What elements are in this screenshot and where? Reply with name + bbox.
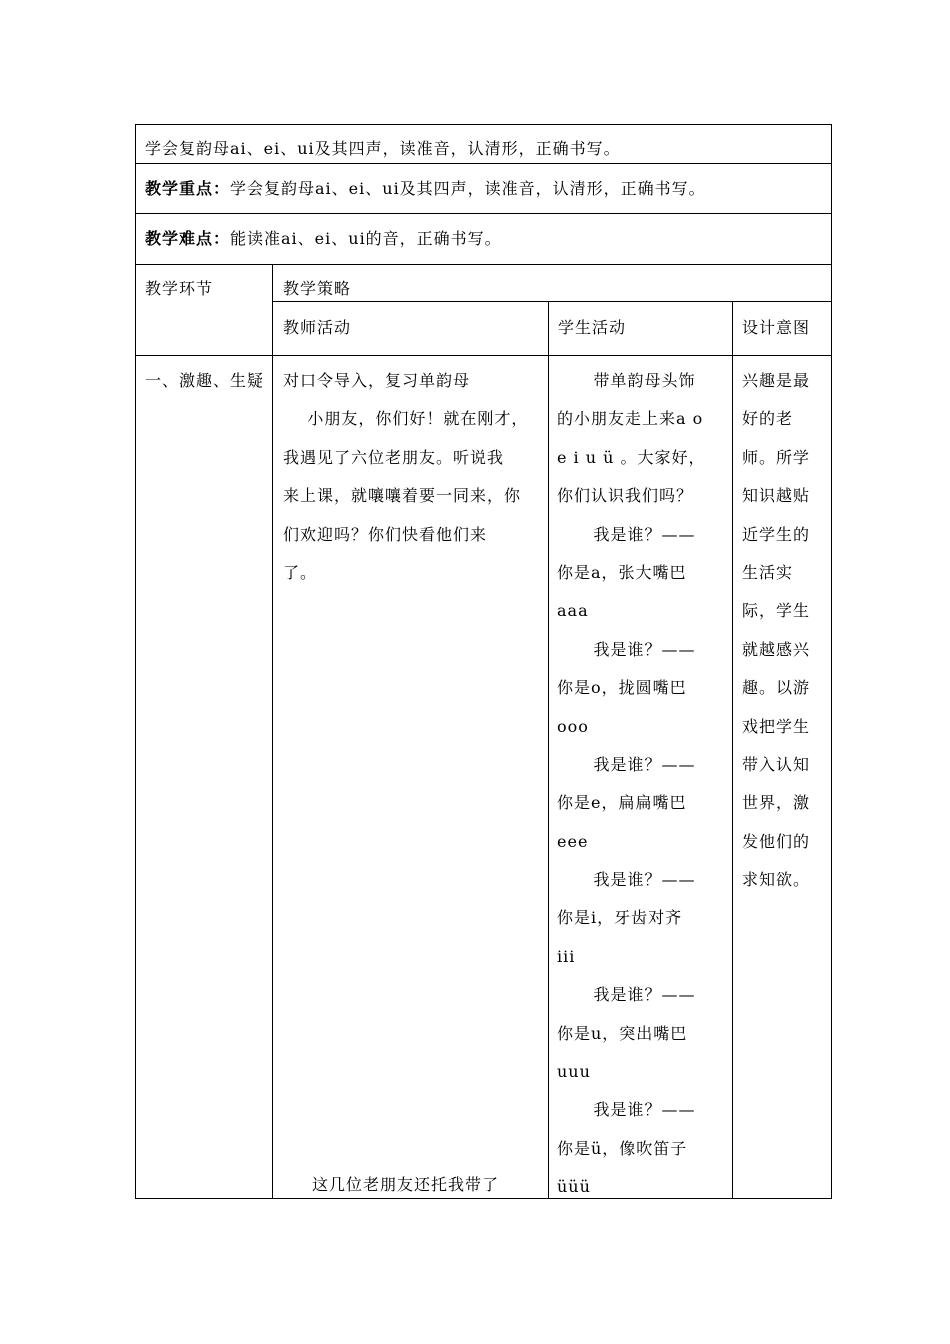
design-intent-line: 际，学生 xyxy=(742,601,811,621)
student-activity-line: 我是谁？—— xyxy=(557,754,696,774)
key-point-text: 学会复韵母ai、ei、ui及其四声，读准音，认清形，正确书写。 xyxy=(230,179,706,198)
student-activity-line: 我是谁？—— xyxy=(557,524,696,544)
header-strategy: 教学策略 xyxy=(283,279,352,298)
student-activity-line: 我是谁？—— xyxy=(557,985,696,1005)
student-activity-line: 你是a，张大嘴巴 xyxy=(557,562,687,582)
teacher-activity-line: 来上课，就嚷嚷着要一同来，你 xyxy=(283,486,522,506)
row-divider xyxy=(135,355,832,356)
header-student: 学生活动 xyxy=(558,318,627,337)
teaching-objective: 学会复韵母ai、ei、ui及其四声，读准音，认清形，正确书写。 xyxy=(145,139,621,158)
teacher-activity-line: 我遇见了六位老朋友。听说我 xyxy=(283,447,505,467)
table-top-border xyxy=(135,124,832,125)
row-divider xyxy=(135,213,832,214)
student-activity-line: e i u ü 。大家好， xyxy=(557,447,706,467)
table-left-border xyxy=(135,124,136,1199)
header-intent: 设计意图 xyxy=(742,318,811,337)
teacher-activity-line: 对口令导入，复习单韵母 xyxy=(283,371,471,390)
design-intent-line: 生活实 xyxy=(742,562,794,582)
column-divider xyxy=(272,264,273,1199)
teacher-activity-tail: 这几位老朋友还托我带了 xyxy=(312,1175,500,1194)
design-intent-line: 好的老 xyxy=(742,409,794,429)
student-activity-line: aaa xyxy=(557,601,589,621)
design-intent-line: 世界，激 xyxy=(742,793,811,813)
row-divider xyxy=(272,301,832,302)
row-divider xyxy=(135,264,832,265)
student-activity-line: 你是ü，像吹笛子 xyxy=(557,1138,688,1158)
student-activity-line: 我是谁？—— xyxy=(557,1100,696,1120)
design-intent-line: 知识越贴 xyxy=(742,486,811,506)
row-divider xyxy=(135,163,832,164)
student-activity-line: ooo xyxy=(557,716,589,736)
design-intent-line: 求知欲。 xyxy=(742,870,811,890)
design-intent-line: 师。所学 xyxy=(742,447,811,467)
difficulty-label: 教学难点： xyxy=(145,229,231,248)
design-intent-line: 发他们的 xyxy=(742,831,811,851)
stage-cell: 一、激趣、生疑 xyxy=(145,371,265,390)
design-intent-line: 兴趣是最 xyxy=(742,371,811,390)
student-activity-line: 我是谁？—— xyxy=(557,639,696,659)
design-intent xyxy=(742,362,830,899)
design-intent-line: 就越感兴 xyxy=(742,639,811,659)
student-activity-line: eee xyxy=(557,831,589,851)
key-point-label: 教学重点： xyxy=(145,179,231,198)
design-intent-line: 戏把学生 xyxy=(742,716,811,736)
student-activity-line: 的小朋友走上来a o xyxy=(557,409,704,429)
student-activity-line: 你是u，突出嘴巴 xyxy=(557,1023,688,1043)
student-activity-line: uuu xyxy=(557,1062,591,1082)
student-activity-line: üüü xyxy=(557,1177,591,1197)
student-activity-line: 你是i，牙齿对齐 xyxy=(557,908,683,928)
student-activity-line: 带单韵母头饰 xyxy=(557,371,696,390)
teacher-activity-line: 小朋友，你们好！就在刚才， xyxy=(283,409,529,429)
design-intent-line: 带入认知 xyxy=(742,754,811,774)
student-activity-line: 我是谁？—— xyxy=(557,870,696,890)
column-divider xyxy=(548,301,549,1199)
student-activity-line: 你们认识我们吗？ xyxy=(557,486,694,506)
difficulty-text: 能读准ai、ei、ui的音，正确书写。 xyxy=(230,229,502,248)
student-activity-line: iii xyxy=(557,946,576,966)
student-activity-line: 你是o，拢圆嘴巴 xyxy=(557,678,687,698)
header-teacher: 教师活动 xyxy=(283,318,352,337)
key-point xyxy=(145,179,706,199)
header-stage: 教学环节 xyxy=(145,279,214,298)
teacher-activity-line: 们欢迎吗？你们快看他们来 xyxy=(283,524,488,544)
column-divider xyxy=(732,301,733,1199)
difficulty xyxy=(145,229,502,249)
design-intent-line: 近学生的 xyxy=(742,524,811,544)
design-intent-line: 趣。以游 xyxy=(742,678,811,698)
student-activity-line: 你是e，扁扁嘴巴 xyxy=(557,793,687,813)
student-activity xyxy=(557,362,729,1207)
teacher-activity xyxy=(283,362,545,592)
teacher-activity-line: 了。 xyxy=(283,562,318,582)
table-right-border xyxy=(831,124,832,1199)
